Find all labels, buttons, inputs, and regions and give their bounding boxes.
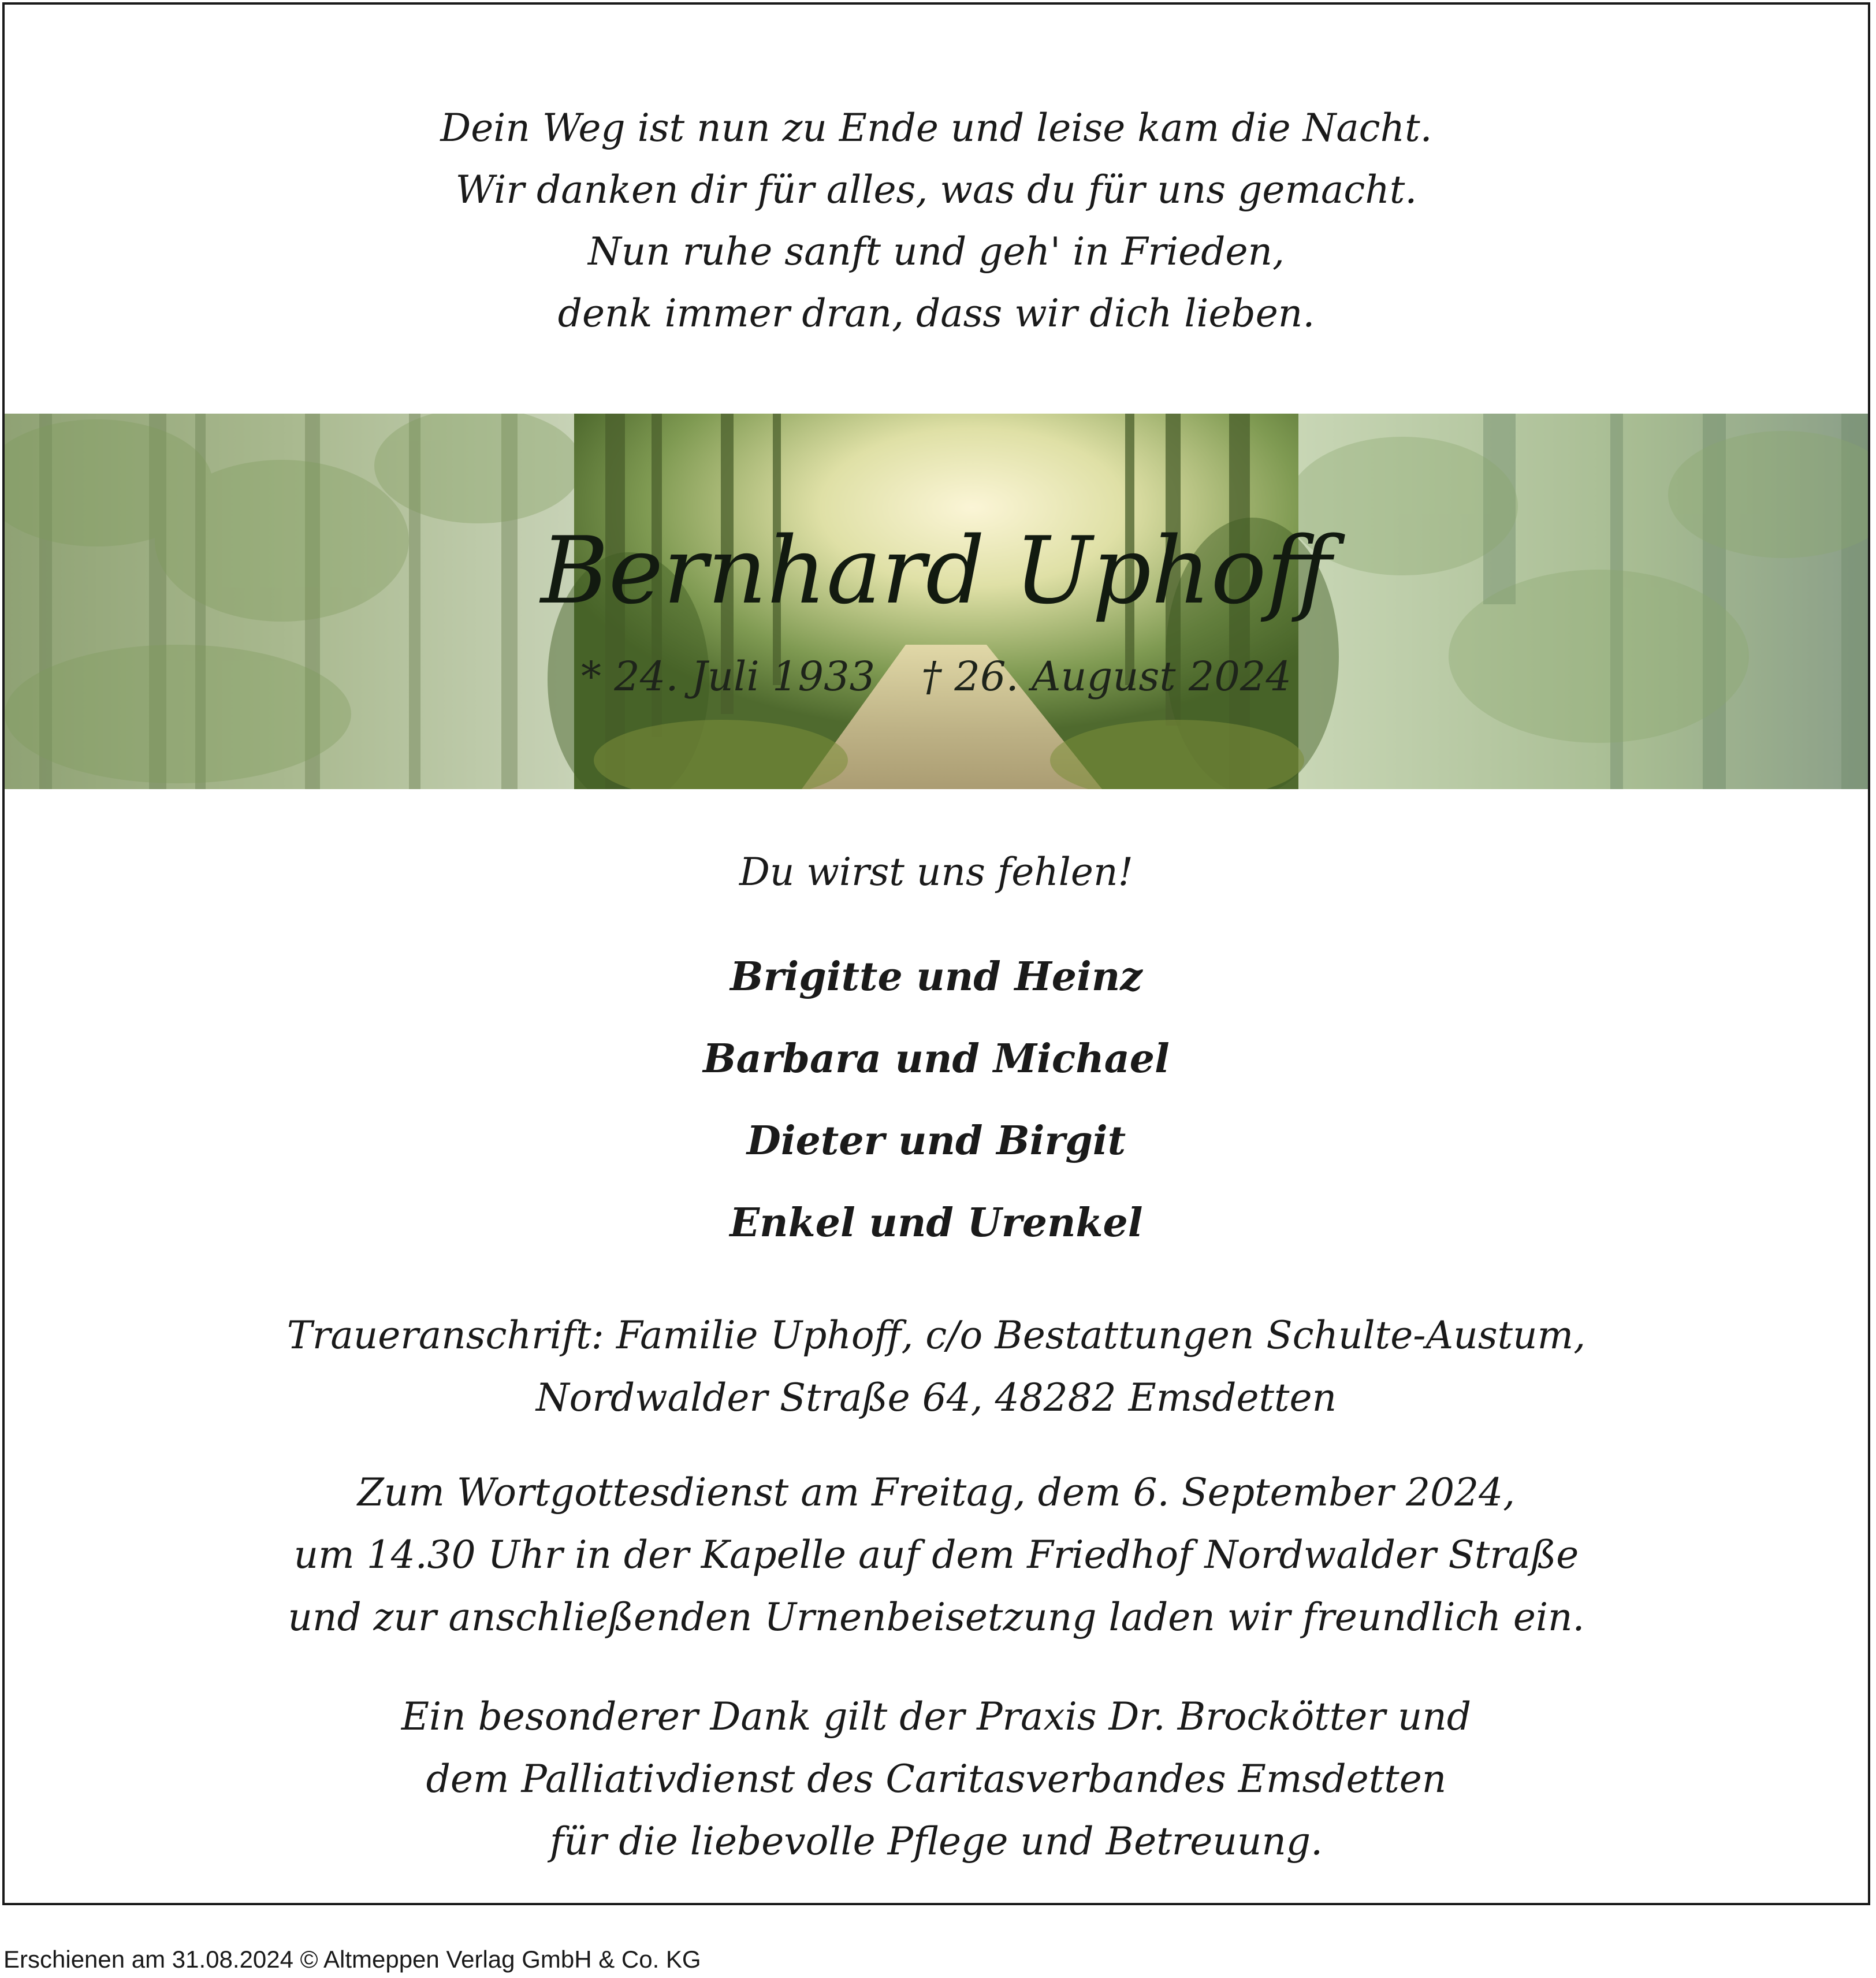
service-line: um 14.30 Uhr in der Kapelle auf dem Friedhof Nordwalder Straße [293, 1533, 1579, 1577]
service-line: Zum Wortgottesdienst am Freitag, dem 6. September 2024, [357, 1470, 1516, 1515]
mourning-address [5, 1304, 1868, 1429]
obituary-frame [2, 2, 1870, 1905]
life-dates [5, 650, 1868, 702]
mourner-line: Brigitte und Heinz [730, 954, 1142, 1000]
address-line: Traueranschrift: Familie Uphoff, c/o Bestattungen Schulte-Austum, [286, 1313, 1586, 1358]
thanks-line: dem Palliativdienst des Caritasverbandes Emsdetten [426, 1757, 1447, 1801]
thanks-line: Ein besonderer Dank gilt der Praxis Dr. Brockötter und [401, 1694, 1472, 1739]
mourners-list [5, 936, 1868, 1264]
publication-footer: Erschienen am 31.08.2024 © Altmeppen Verlag GmbH & Co. KG [3, 1946, 701, 1973]
poem-line: Wir danken dir für alles, was du für uns gemacht. [455, 168, 1417, 212]
thanks-line: für die liebevolle Pflege und Betreuung. [549, 1819, 1323, 1864]
poem-line: denk immer dran, dass wir dich lieben. [557, 291, 1315, 336]
poem-line: Dein Weg ist nun zu Ende und leise kam die Nacht. [440, 106, 1432, 150]
mourner-line: Barbara und Michael [703, 1036, 1170, 1082]
death-date: † 26. August 2024 [921, 653, 1291, 700]
poem [5, 97, 1868, 344]
deceased-name: Bernhard Uphoff [541, 516, 1332, 624]
farewell-line: Du wirst uns fehlen! [739, 850, 1133, 894]
service-notice [5, 1462, 1868, 1649]
thanks-notice [5, 1686, 1868, 1873]
mourner-line: Dieter und Birgit [746, 1118, 1126, 1164]
service-line: und zur anschließenden Urnenbeisetzung laden wir freundlich ein. [288, 1595, 1585, 1639]
mourner-line: Enkel und Urenkel [729, 1200, 1143, 1246]
poem-line: Nun ruhe sanft und geh' in Frieden, [587, 229, 1285, 274]
address-line: Nordwalder Straße 64, 48282 Emsdetten [535, 1375, 1337, 1420]
birth-date: * 24. Juli 1933 [581, 653, 876, 700]
